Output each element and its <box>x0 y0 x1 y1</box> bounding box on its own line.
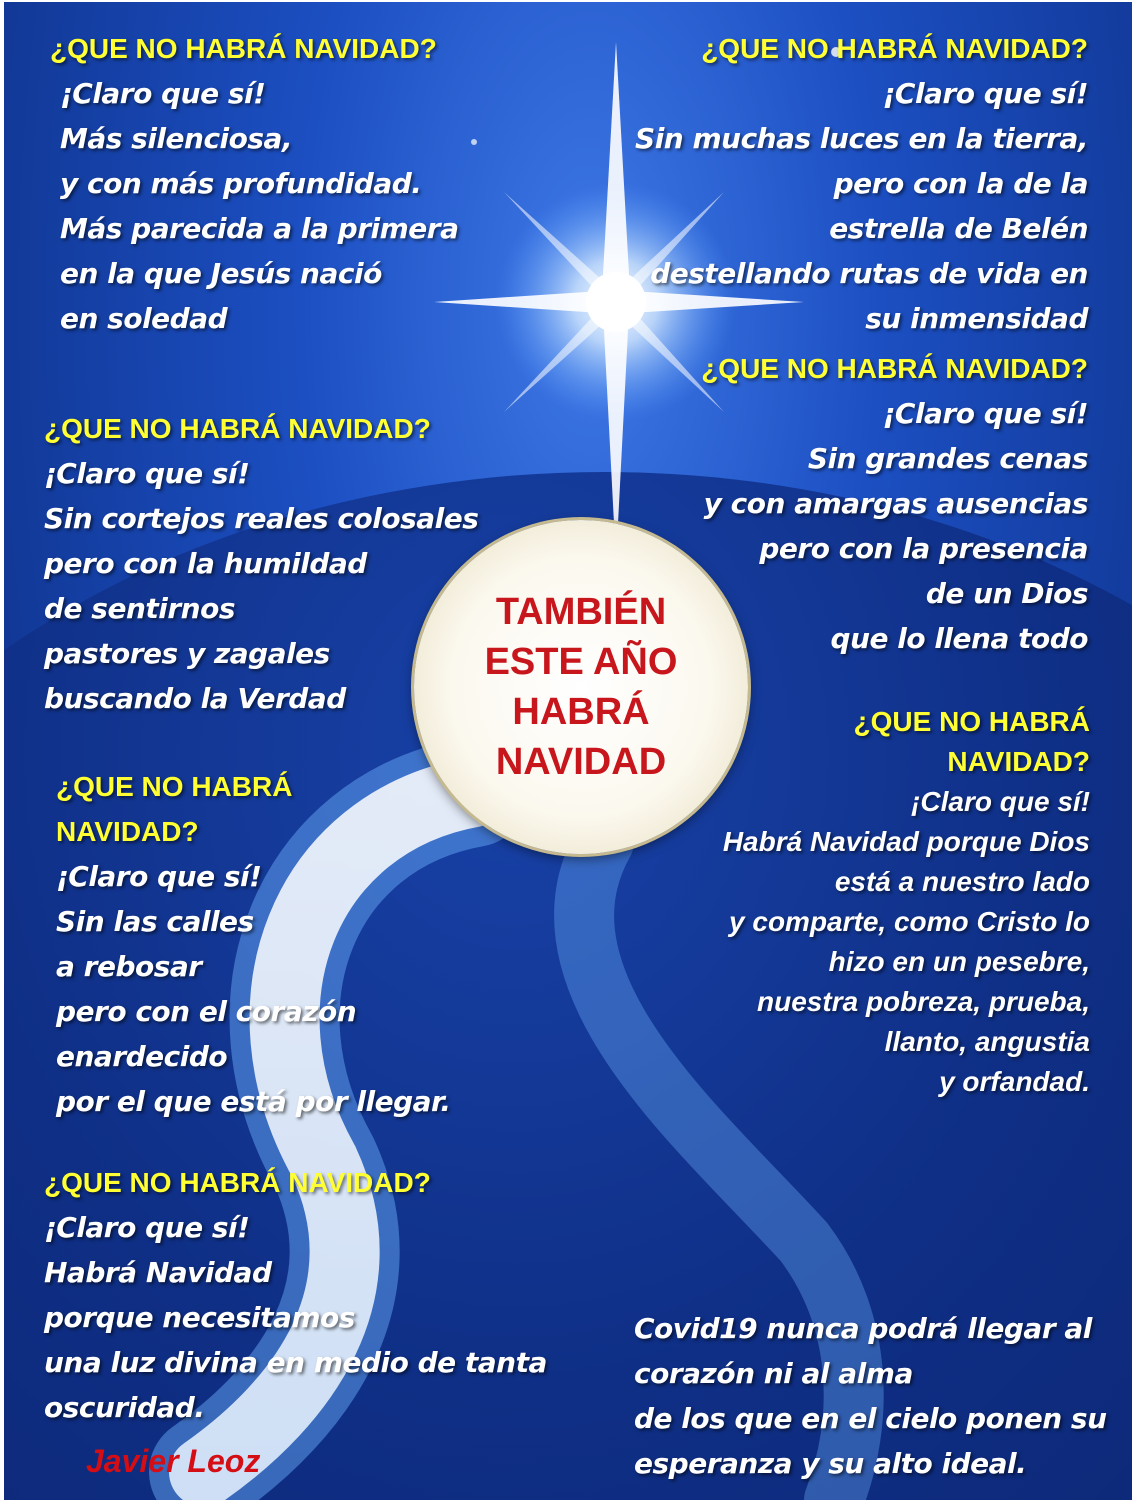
verse-line: pero con la presencia <box>759 532 1088 565</box>
verse-line: en soledad <box>60 302 228 335</box>
verse-line: enardecido <box>56 1040 228 1073</box>
verse-line: Sin cortejos reales colosales <box>44 502 479 535</box>
stanza-low-right <box>723 702 1090 1102</box>
verse-line: Más silenciosa, <box>60 122 293 155</box>
verse-line: Habrá Navidad porque Dios <box>722 826 1090 857</box>
verse-line: ¡Claro que sí! <box>60 77 266 110</box>
verse-line: en la que Jesús nació <box>60 257 382 290</box>
question-heading: NAVIDAD? <box>947 746 1090 777</box>
verse-line: Covid19 nunca podrá llegar al <box>634 1312 1092 1345</box>
verse-line: Sin muchas luces en la tierra, <box>635 122 1088 155</box>
verse-line: ¡Claro que sí! <box>44 457 250 490</box>
verse-line: por el que está por llegar. <box>56 1085 451 1118</box>
verse-line: estrella de Belén <box>829 212 1088 245</box>
stanza-mid-right <box>701 346 1088 661</box>
verse-line: pero con la de la <box>833 167 1088 200</box>
verse-line: ¡Claro que sí! <box>44 1211 250 1244</box>
verse-line: esperanza y su alto ideal. <box>634 1447 1027 1480</box>
medallion-line: ESTE AÑO <box>484 641 678 683</box>
verse-line: y con amargas ausencias <box>703 487 1088 520</box>
christmas-poem-poster <box>4 2 1132 1500</box>
verse-line: está a nuestro lado <box>834 866 1090 897</box>
verse-line: a rebosar <box>56 950 202 983</box>
stanza-mid-left <box>44 406 478 721</box>
question-heading: NAVIDAD? <box>56 816 199 847</box>
verse-line: y orfandad. <box>939 1066 1090 1097</box>
medallion-line: NAVIDAD <box>495 741 667 783</box>
verse-line: una luz divina en medio de tanta <box>44 1346 547 1379</box>
center-medallion <box>414 520 748 854</box>
verse-line: buscando la Verdad <box>44 682 346 715</box>
stanza-low-left <box>56 764 450 1124</box>
verse-line: Habrá Navidad <box>44 1256 272 1289</box>
verse-line: Más parecida a la primera <box>60 212 459 245</box>
verse-line: ¡Claro que sí! <box>882 397 1088 430</box>
question-heading: ¿QUE NO HABRÁ NAVIDAD? <box>701 33 1088 64</box>
verse-line: Sin las calles <box>56 905 254 938</box>
question-heading: ¿QUE NO HABRÁ NAVIDAD? <box>44 1167 431 1198</box>
verse-line: su inmensidad <box>865 302 1088 335</box>
question-heading: ¿QUE NO HABRÁ NAVIDAD? <box>50 33 437 64</box>
medallion-line: HABRÁ <box>512 691 650 733</box>
verse-line: que lo llena todo <box>830 622 1088 655</box>
stanza-top-right <box>635 26 1088 341</box>
verse-line: de los que en el cielo ponen su <box>634 1402 1107 1435</box>
verse-line: porque necesitamos <box>44 1301 355 1334</box>
verse-line: destellando rutas de vida en <box>650 257 1088 290</box>
verse-line: llanto, angustia <box>884 1026 1090 1057</box>
verse-line: y con más profundidad. <box>60 167 422 200</box>
verse-line: de un Dios <box>925 577 1088 610</box>
medallion-text <box>485 587 678 787</box>
question-heading: ¿QUE NO HABRÁ NAVIDAD? <box>701 353 1088 384</box>
verse-line: hizo en un pesebre, <box>828 946 1090 977</box>
verse-line: ¡Claro que sí! <box>882 77 1088 110</box>
stanza-bottom-left <box>44 1160 547 1430</box>
stanza-top-left <box>50 26 459 341</box>
verse-line: de sentirnos <box>44 592 235 625</box>
verse-line: ¡Claro que sí! <box>911 786 1090 817</box>
verse-line: ¡Claro que sí! <box>56 860 262 893</box>
verse-line: pero con la humildad <box>44 547 367 580</box>
question-heading: ¿QUE NO HABRÁ <box>853 706 1090 737</box>
verse-line: pastores y zagales <box>44 637 330 670</box>
question-heading: ¿QUE NO HABRÁ NAVIDAD? <box>44 413 431 444</box>
author-signature: Javier Leoz <box>86 1443 261 1479</box>
covid-note <box>634 1306 1107 1486</box>
verse-line: Sin grandes cenas <box>807 442 1088 475</box>
verse-line: oscuridad. <box>44 1391 205 1424</box>
verse-line: y comparte, como Cristo lo <box>729 906 1090 937</box>
question-heading: ¿QUE NO HABRÁ <box>56 771 293 802</box>
verse-line: pero con el corazón <box>56 995 357 1028</box>
verse-line: nuestra pobreza, prueba, <box>757 986 1090 1017</box>
medallion-line: TAMBIÉN <box>495 591 667 633</box>
verse-line: corazón ni al alma <box>634 1357 913 1390</box>
